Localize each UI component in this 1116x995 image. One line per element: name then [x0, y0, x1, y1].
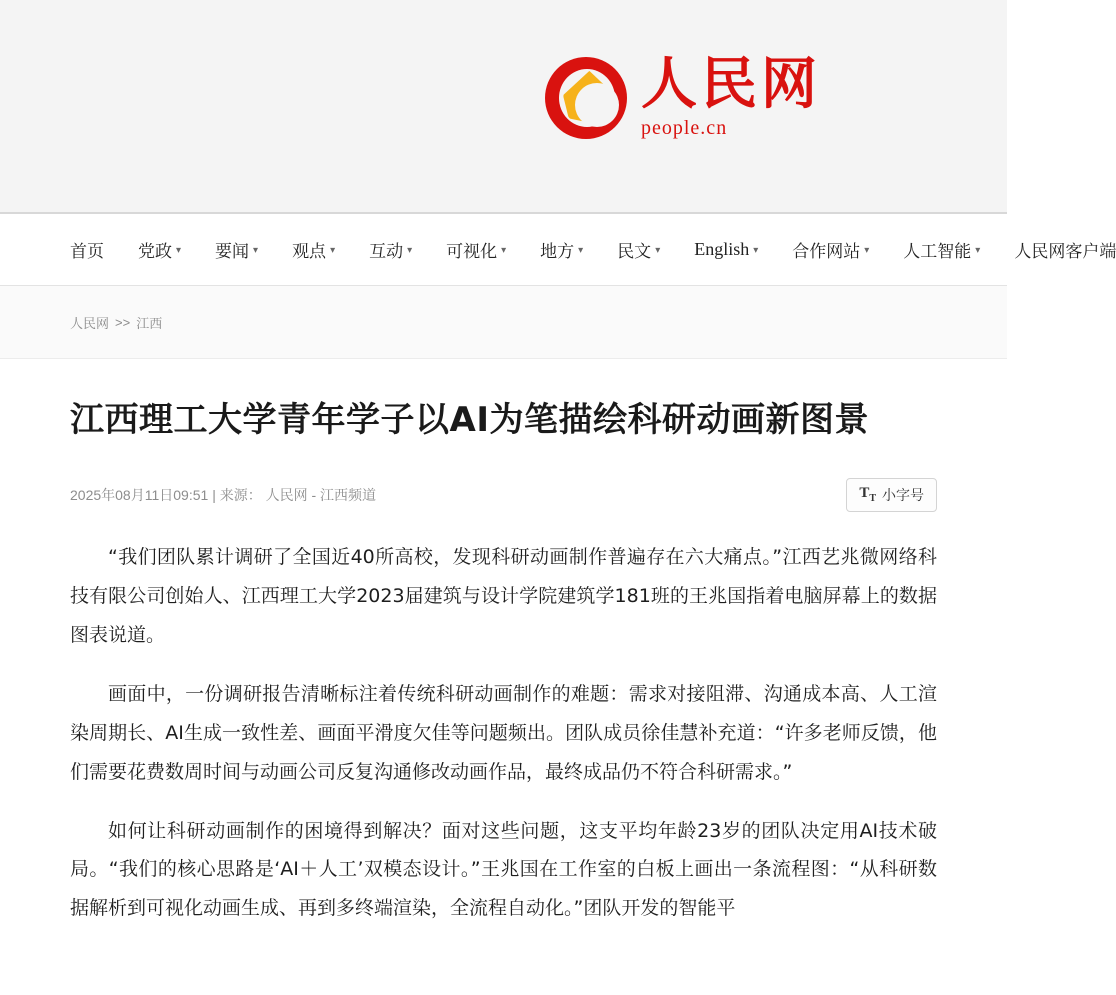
nav-item-visualization[interactable] [446, 237, 506, 262]
nav-item-ethnic-languages[interactable] [617, 237, 660, 262]
breadcrumb [0, 286, 1007, 358]
nav-item-label: English [694, 239, 750, 259]
breadcrumb-current[interactable]: 江西 [136, 315, 163, 331]
logo-text [641, 52, 821, 140]
nav-item-label: 党政 [138, 242, 172, 261]
chevron-down-icon: ▾ [253, 245, 259, 256]
chevron-down-icon: ▾ [176, 245, 182, 256]
chevron-down-icon: ▾ [864, 245, 870, 256]
nav-item-news[interactable] [215, 237, 258, 262]
publish-date: 2025年08月11日09:51 [70, 486, 209, 503]
nav-item-english[interactable] [694, 239, 758, 260]
chevron-down-icon: ▾ [753, 245, 759, 256]
nav-item-party[interactable] [138, 237, 181, 262]
nav-item-local[interactable] [540, 237, 583, 262]
chevron-down-icon: ▾ [578, 245, 584, 256]
main-navigation [0, 214, 1116, 286]
logo-title-cn: 人民网 [641, 52, 821, 117]
chevron-down-icon: ▾ [975, 245, 981, 256]
nav-item-label: 互动 [369, 242, 404, 261]
breadcrumb-separator: >> [115, 314, 131, 330]
nav-item-label: 可视化 [446, 242, 498, 261]
nav-item-label: 人民网客户端 [1014, 242, 1116, 261]
nav-item-home[interactable] [70, 237, 104, 262]
chevron-down-icon: ▾ [330, 245, 336, 256]
nav-item-interactive[interactable] [369, 237, 412, 262]
source-label: | 来源： [212, 486, 262, 503]
nav-item-app[interactable] [1014, 237, 1116, 262]
chevron-down-icon: ▾ [501, 245, 507, 256]
article-body [70, 538, 937, 928]
chevron-down-icon: ▾ [407, 245, 413, 256]
article-meta [70, 485, 376, 505]
nav-item-label: 观点 [292, 242, 327, 261]
chevron-down-icon: ▾ [655, 245, 661, 256]
logo-title-en: people.cn [641, 116, 728, 139]
peoplecn-logo-icon [545, 57, 627, 139]
page-title: 江西理工大学青年学子以AI为笔描绘科研动画新图景 [70, 400, 869, 440]
source-name: 人民网 - 江西频道 [265, 486, 377, 503]
site-header [0, 0, 1007, 214]
nav-item-label: 人工智能 [903, 242, 972, 261]
article-paragraph: “我们团队累计调研了全国近40所高校，发现科研动画制作普遍存在六大痛点。”江西艺兆微网络科技有限公司创始人、江西理工大学2023届建筑与设计学院建筑学181班的王兆国指着电脑屏幕上的数据图表说道。 [70, 545, 937, 646]
nav-item-ai[interactable] [903, 237, 980, 262]
nav-item-label: 要闻 [215, 242, 250, 261]
article-meta-row [70, 478, 937, 512]
nav-item-label: 合作网站 [792, 242, 861, 261]
font-size-label: 小字号 [882, 486, 924, 503]
article-paragraph: 画面中，一份调研报告清晰标注着传统科研动画制作的难题：需求对接阻滞、沟通成本高、人工渲染周期长、AI生成一致性差、画面平滑度欠佳等问题频出。团队成员徐佳慧补充道：“许多老师反馈，他们需要花费数周时间与动画公司反复沟通修改动画作品，最终成品仍不符合科研需求。” [70, 682, 937, 783]
nav-item-partner-sites[interactable] [792, 237, 869, 262]
article-container [0, 358, 1007, 928]
breadcrumb-root[interactable]: 人民网 [70, 315, 110, 331]
site-logo[interactable] [545, 52, 821, 140]
nav-item-label: 民文 [617, 242, 652, 261]
nav-item-opinion[interactable] [292, 237, 335, 262]
article-paragraph: 如何让科研动画制作的困境得到解决？面对这些问题，这支平均年龄23岁的团队决定用AI技术破局。“我们的核心思路是‘AI＋人工’双模态设计。”王兆国在工作室的白板上画出一条流程图：“从科研数据解析到可视化动画生成、再到多终端渲染，全流程自动化。”团队开发的智能平 [70, 819, 937, 920]
nav-item-label: 首页 [70, 242, 104, 261]
text-size-icon: $T_T$ [859, 485, 876, 505]
font-size-button[interactable] [846, 478, 937, 512]
nav-item-label: 地方 [540, 242, 575, 261]
